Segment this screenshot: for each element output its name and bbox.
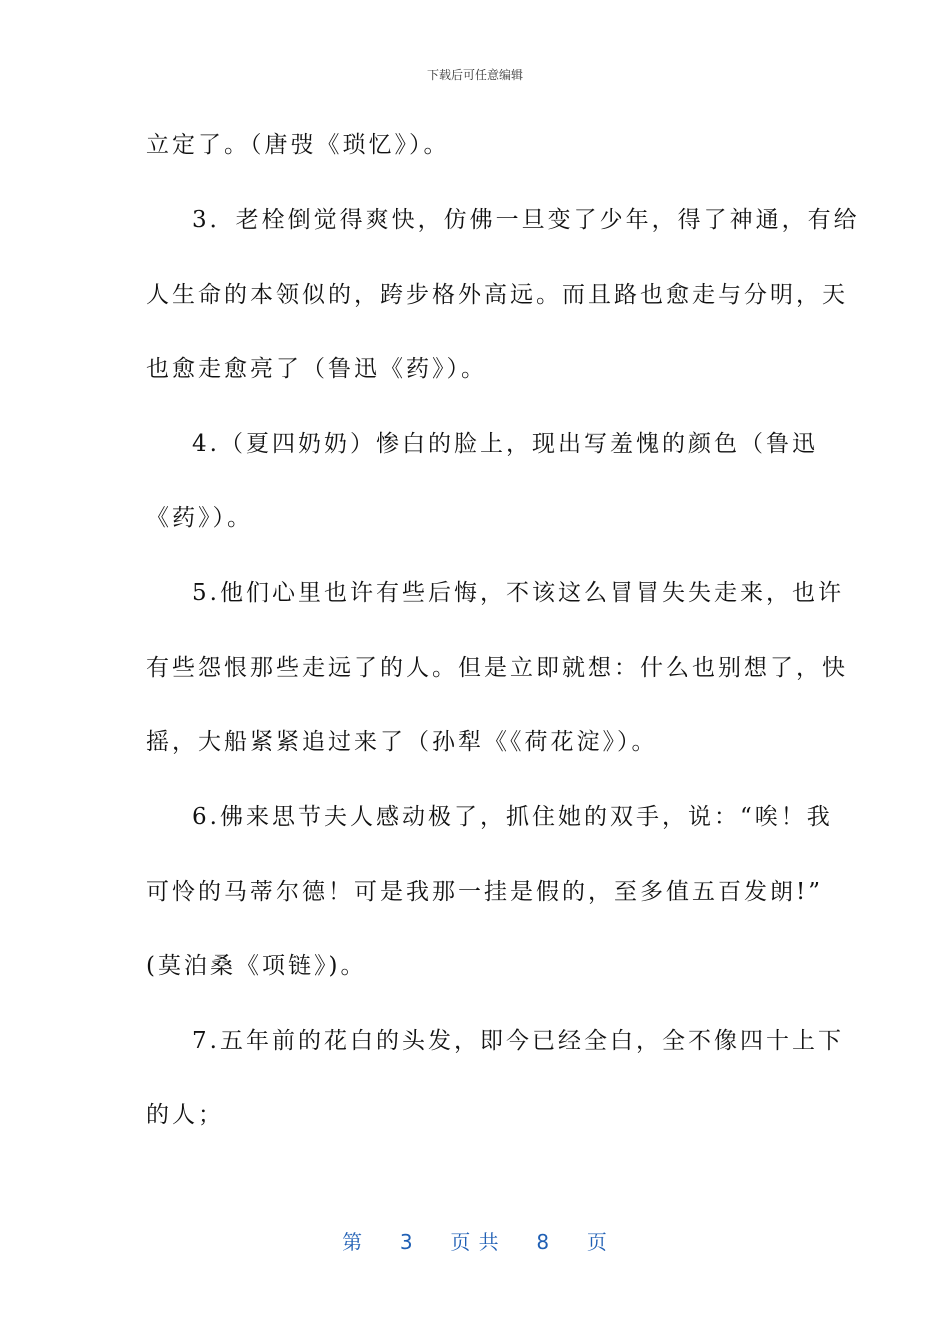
body-line: 立定了。（唐弢《琐忆》）。 [146, 132, 450, 158]
body-line: 人生命的本领似的，跨步格外高远。而且路也愈走与分明，天 [146, 282, 848, 308]
page-header: 下载后可任意编辑 [426, 68, 523, 82]
body-line: 7.五年前的花白的头发，即今已经全白，全不像四十上下 [192, 1028, 844, 1054]
body-line: 摇，大船紧紧追过来了（孙犁《《荷花淀》）。 [146, 729, 658, 755]
body-line: 有些怨恨那些走远了的人。但是立即就想：什么也别想了，快 [146, 655, 848, 681]
total-pages-number: 8 [536, 1230, 551, 1254]
footer-prefix: 第 [342, 1230, 364, 1254]
body-line: (莫泊桑《项链》)。 [146, 953, 367, 979]
footer-middle: 页 共 [450, 1230, 500, 1254]
body-line: 可怜的马蒂尔德！可是我那一挂是假的，至多值五百发朗!” [146, 879, 824, 905]
current-page-number: 3 [399, 1230, 414, 1254]
body-line: 的人； [146, 1102, 224, 1128]
body-line: 6.佛来思节夫人感动极了，抓住她的双手，说：“唉！我 [192, 804, 833, 830]
page-number-footer [0, 1226, 950, 1255]
footer-suffix: 页 [586, 1230, 608, 1254]
body-line: 也愈走愈亮了（鲁迅《药》）。 [146, 356, 487, 382]
body-line: 5.他们心里也许有些后悔，不该这么冒冒失失走来，也许 [192, 580, 844, 606]
body-line: 4.（夏四奶奶）惨白的脸上，现出写羞愧的颜色（鲁迅 [192, 431, 818, 457]
body-line: 《药》）。 [146, 505, 253, 531]
body-line: 3．老栓倒觉得爽快，仿佛一旦变了少年，得了神通，有给 [192, 207, 860, 233]
